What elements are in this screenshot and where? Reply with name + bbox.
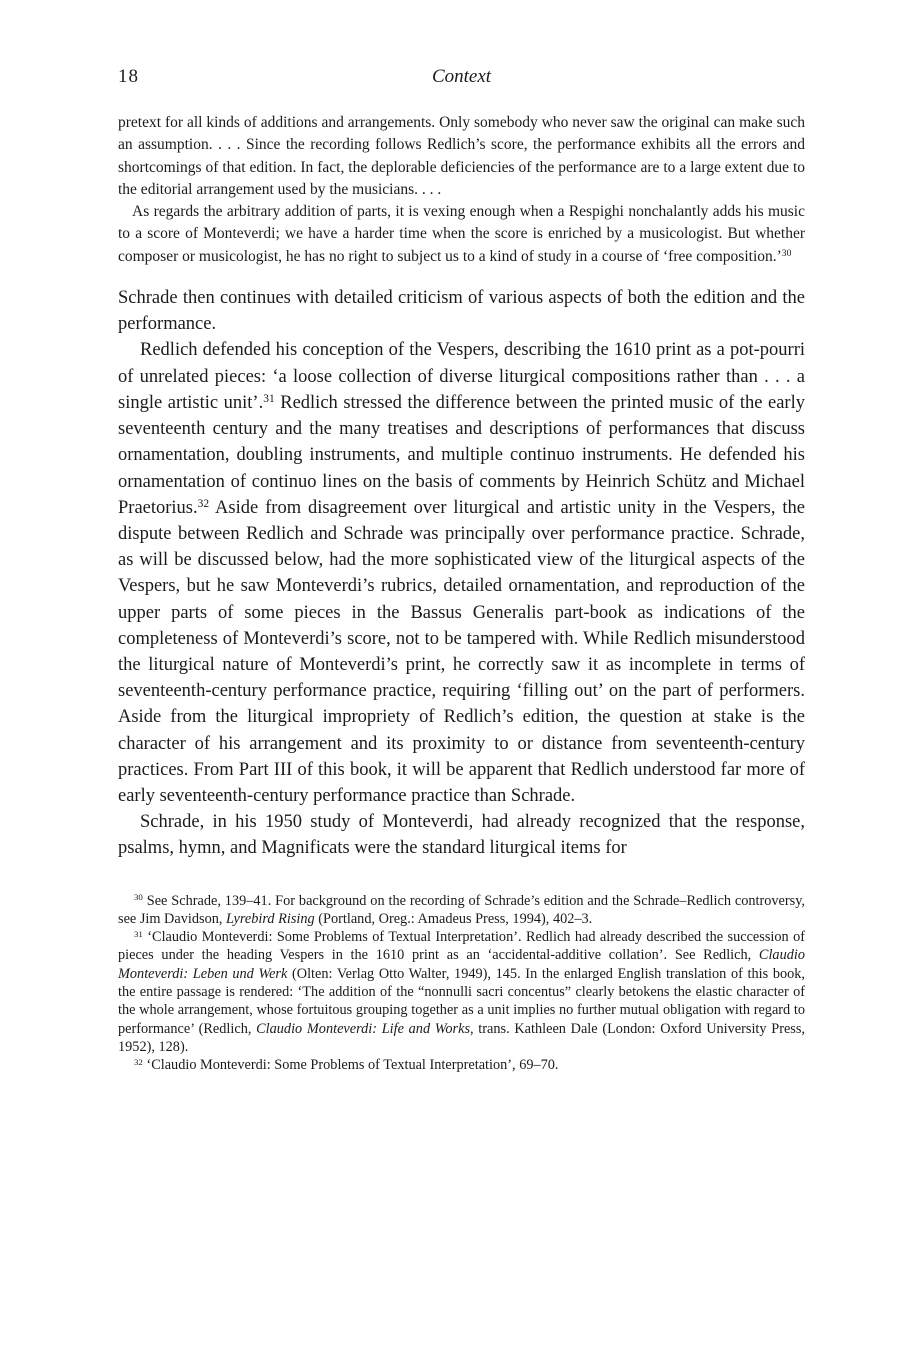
- running-head: [118, 66, 805, 92]
- page-number: 18: [118, 66, 139, 87]
- footnote-marker: 31: [263, 393, 275, 406]
- running-title: Context: [431, 66, 492, 87]
- quote-paragraph: [118, 201, 805, 268]
- footnote-marker: 30: [781, 247, 792, 259]
- quote-paragraph: [118, 112, 805, 201]
- footnote-marker: 31: [134, 928, 143, 939]
- footnote: [118, 928, 805, 1056]
- footnote-marker: 32: [134, 1056, 143, 1067]
- text-segment: Redlich defended his conception of the Vespers, describing the 1610 print as a pot-pourri of unrelated pieces: ‘a loose collection of diverse liturgical compositions rather than . . . a single artistic unit’.: [118, 340, 805, 413]
- text-segment: Aside from disagreement over liturgical and artistic unity in the Vespers, the dispute between Redlich and Schrade was principally over performance practice. Schrade, as will be discussed below, had the more sophisticated view of the liturgical aspects of the Vespers, but he saw Monteverdi’s rubrics, detailed ornamentation, and reproduction of the upper parts of some pieces in the Bassus Generalis part-book as indications of the completeness of Monteverdi’s score, not to be tampered with. While Redlich misunderstood the liturgical nature of Monteverdi’s print, he correctly saw it as incomplete in terms of seventeenth-century performance practice, requiring ‘filling out’ on the part of performers. Aside from the liturgical impropriety of Redlich’s edition, the question at stake is the character of his arrangement and its proximity to or distance from seventeenth-century practices. From Part III of this book, it will be apparent that Redlich understood far more of early seventeenth-century performance practice than Schrade.: [118, 497, 805, 806]
- text-segment: ‘Claudio Monteverdi: Some Problems of Textual Interpretation’, 69–70.: [142, 1057, 559, 1074]
- footnotes-block: [118, 892, 805, 1075]
- text-segment: Schrade, in his 1950 study of Monteverdi, had already recognized that the response, psalms, hymn, and Magnificats were the standard liturgical items for: [118, 812, 805, 859]
- text-segment: , trans. Kathleen Dale (London: Oxford University Press, 1952), 128).: [118, 1020, 806, 1055]
- footnote-marker: 30: [134, 892, 143, 903]
- text-segment: See Schrade, 139–41. For background on the recording of Schrade’s edition and the Schrade–Redlich controversy, see Jim Davidson,: [118, 892, 805, 927]
- body-paragraph: [118, 809, 805, 861]
- body-text: [118, 285, 805, 861]
- block-quote: [118, 112, 805, 268]
- text-segment: As regards the arbitrary addition of parts, it is vexing enough when a Respighi nonchalantly adds his music to a score of Monteverdi; we have a harder time when the score is enriched by a musicologist. But whether composer or musicologist, he has no right to subject us to a kind of study in a course of ‘free composition.’: [118, 203, 805, 265]
- text-segment: Schrade then continues with detailed criticism of various aspects of both the edition and the performance.: [118, 288, 805, 335]
- text-segment: (Olten: Verlag Otto Walter, 1949), 145. In the enlarged English translation of this book, the entire passage is rendered: ‘The addition of the “nonnulli sacri concentus” clearly betokens the elastic character of the whole arrangement, whose fortuitous grouping together as a unit implies no further mutual obligation with regard to performance’ (Redlich,: [118, 965, 805, 1037]
- footnote: [118, 892, 805, 929]
- footnote-marker: 32: [197, 497, 210, 510]
- text-segment: Redlich stressed the difference between the printed music of the early seventeenth century and the many treatises and descriptions of performances that discuss ornamentation, doubling instruments, and multiple continuo instruments. He defended his ornamentation of continuo lines on the basis of comments by Heinrich Schütz and Michael Praetorius.: [118, 392, 805, 518]
- footnote: [118, 1056, 805, 1074]
- body-paragraph: [118, 337, 805, 809]
- italic-title: Claudio Monteverdi: Leben und Werk: [118, 947, 805, 982]
- text-segment: (Portland, Oreg.: Amadeus Press, 1994), 402–3.: [314, 910, 593, 927]
- text-segment: pretext for all kinds of additions and arrangements. Only somebody who never saw the original can make such an assumption. . . . Since the recording follows Redlich’s score, the performance exhibits all the errors and shortcomings of that edition. In fact, the deplorable deficiencies of the performance are to a large extent due to the editorial arrangement used by the musicians. . . .: [118, 114, 805, 198]
- text-segment: ‘Claudio Monteverdi: Some Problems of Textual Interpretation’. Redlich had already described the succession of pieces under the heading Vespers in the 1610 print as an ‘accidental-additive collation’. See Redlich,: [118, 929, 805, 964]
- italic-title: Claudio Monteverdi: Life and Works: [256, 1020, 471, 1037]
- italic-title: Lyrebird Rising: [226, 910, 315, 927]
- body-paragraph: [118, 285, 805, 337]
